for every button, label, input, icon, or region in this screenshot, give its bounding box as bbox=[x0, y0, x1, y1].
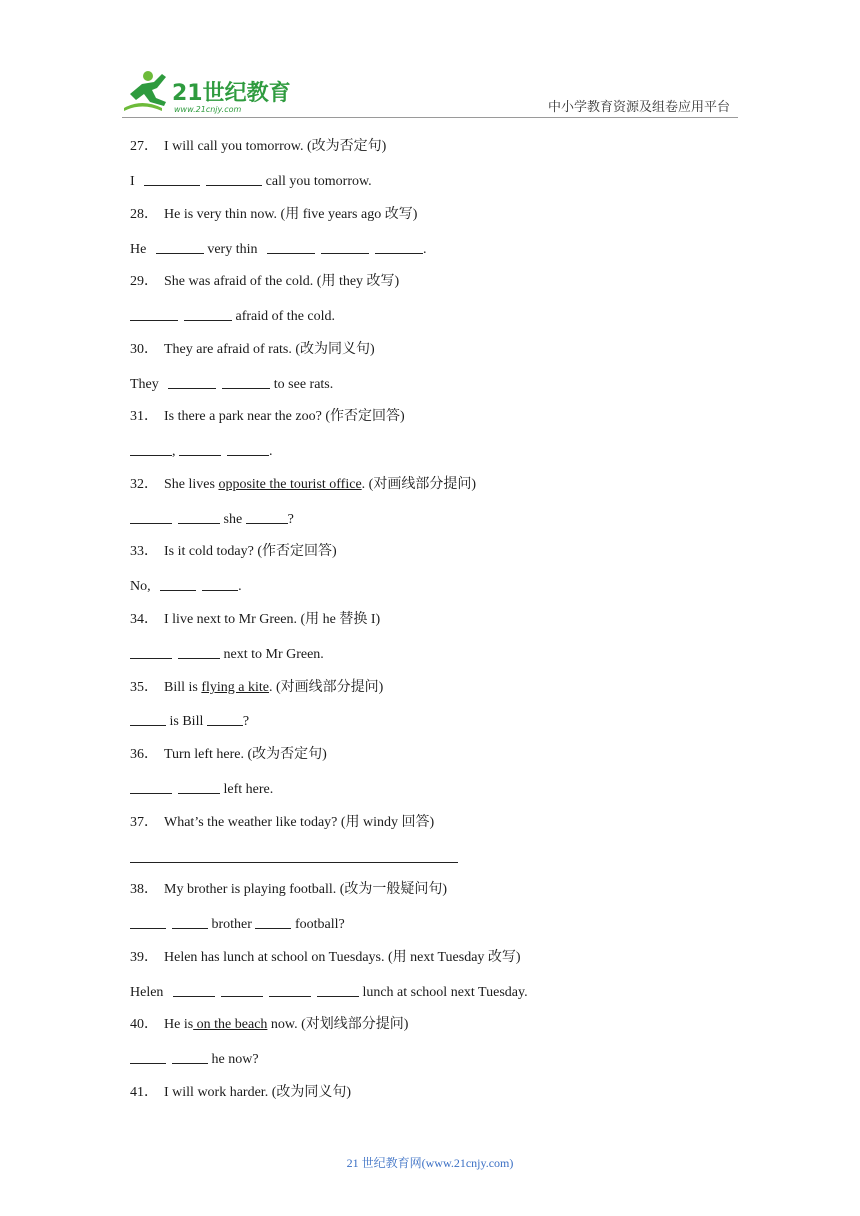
answer-blank[interactable] bbox=[179, 441, 221, 456]
question-37: 37． What’s the weather like today? (用 windy 回答) bbox=[130, 815, 435, 830]
answer-blank[interactable] bbox=[178, 509, 220, 524]
answer-blank[interactable] bbox=[207, 711, 243, 726]
underlined-phrase: on the beach bbox=[193, 1017, 268, 1032]
answer-blank[interactable] bbox=[172, 1049, 208, 1064]
answer-blank[interactable] bbox=[206, 171, 262, 186]
answer-blank[interactable] bbox=[178, 644, 220, 659]
question-38: 38． My brother is playing football. (改为一般疑问句) bbox=[130, 882, 448, 897]
question-33: 33． Is it cold today? (作否定回答) bbox=[130, 544, 337, 559]
answer-blank[interactable] bbox=[130, 441, 172, 456]
underlined-phrase: opposite the tourist office bbox=[218, 477, 362, 492]
answer-blank[interactable] bbox=[321, 239, 369, 254]
answer-blank[interactable] bbox=[130, 711, 166, 726]
answer-38: brother football? bbox=[130, 914, 345, 935]
underlined-phrase: flying a kite bbox=[201, 680, 270, 695]
answer-blank[interactable] bbox=[227, 441, 269, 456]
answer-blank[interactable] bbox=[144, 171, 200, 186]
answer-blank[interactable] bbox=[160, 576, 196, 591]
answer-32: she ? bbox=[130, 509, 294, 530]
answer-blank[interactable] bbox=[130, 914, 166, 929]
answer-blank[interactable] bbox=[130, 1049, 166, 1064]
question-39: 39． Helen has lunch at school on Tuesdays. (用 next Tuesday 改写) bbox=[130, 950, 521, 965]
answer-30: They to see rats. bbox=[130, 374, 333, 395]
question-36: 36． Turn left here. (改为否定句) bbox=[130, 747, 327, 762]
question-34: 34． I live next to Mr Green. (用 he 替换 I) bbox=[130, 612, 381, 627]
answer-33: No, . bbox=[130, 576, 242, 597]
question-27: 27． I will call you tomorrow. (改为否定句) bbox=[130, 139, 387, 154]
answer-line-37[interactable] bbox=[130, 862, 458, 863]
page-header bbox=[0, 0, 860, 130]
answer-39: Helen lunch at school next Tuesday. bbox=[130, 982, 528, 1003]
answer-blank[interactable] bbox=[269, 982, 311, 997]
answer-blank[interactable] bbox=[255, 914, 291, 929]
answer-blank[interactable] bbox=[246, 509, 288, 524]
question-35: 35． Bill is flying a kite. (对画线部分提问) bbox=[130, 680, 384, 695]
answer-blank[interactable] bbox=[130, 509, 172, 524]
answer-28: He very thin . bbox=[130, 239, 426, 260]
answer-31: , . bbox=[130, 441, 273, 462]
logo-url: www.21cnjy.com bbox=[174, 105, 242, 114]
question-40: 40． He is on the beach now. (对划线部分提问) bbox=[130, 1017, 409, 1032]
answer-blank[interactable] bbox=[267, 239, 315, 254]
answer-35: is Bill ? bbox=[130, 711, 249, 732]
answer-blank[interactable] bbox=[184, 306, 232, 321]
answer-blank[interactable] bbox=[173, 982, 215, 997]
answer-blank[interactable] bbox=[156, 239, 204, 254]
answer-blank[interactable] bbox=[202, 576, 238, 591]
logo-text: 21世纪教育 bbox=[172, 81, 291, 106]
answer-blank[interactable] bbox=[130, 306, 178, 321]
header-divider bbox=[122, 117, 738, 118]
answer-40: he now? bbox=[130, 1049, 259, 1070]
answer-34: next to Mr Green. bbox=[130, 644, 324, 665]
question-29: 29． She was afraid of the cold. (用 they 改写) bbox=[130, 274, 400, 289]
answer-blank[interactable] bbox=[172, 914, 208, 929]
question-28: 28． He is very thin now. (用 five years ago 改写) bbox=[130, 207, 418, 222]
page-footer: 21 世纪教育网(www.21cnjy.com) bbox=[346, 1156, 514, 1170]
answer-blank[interactable] bbox=[221, 982, 263, 997]
question-30: 30． They are afraid of rats. (改为同义句) bbox=[130, 342, 375, 357]
answer-blank[interactable] bbox=[130, 644, 172, 659]
answer-blank[interactable] bbox=[178, 779, 220, 794]
site-tagline: 中小学教育资源及组卷应用平台 bbox=[548, 100, 731, 115]
answer-29: afraid of the cold. bbox=[130, 306, 335, 327]
answer-blank[interactable] bbox=[317, 982, 359, 997]
question-41: 41． I will work harder. (改为同义句) bbox=[130, 1085, 352, 1100]
answer-27: I call you tomorrow. bbox=[130, 171, 372, 192]
logo bbox=[122, 68, 292, 116]
answer-36: left here. bbox=[130, 779, 273, 800]
answer-blank[interactable] bbox=[375, 239, 423, 254]
answer-blank[interactable] bbox=[222, 374, 270, 389]
question-32: 32． She lives opposite the tourist office. (对画线部分提问) bbox=[130, 477, 476, 492]
answer-blank[interactable] bbox=[130, 779, 172, 794]
answer-blank[interactable] bbox=[168, 374, 216, 389]
question-31: 31． Is there a park near the zoo? (作否定回答) bbox=[130, 409, 405, 424]
runner-icon bbox=[124, 71, 166, 111]
